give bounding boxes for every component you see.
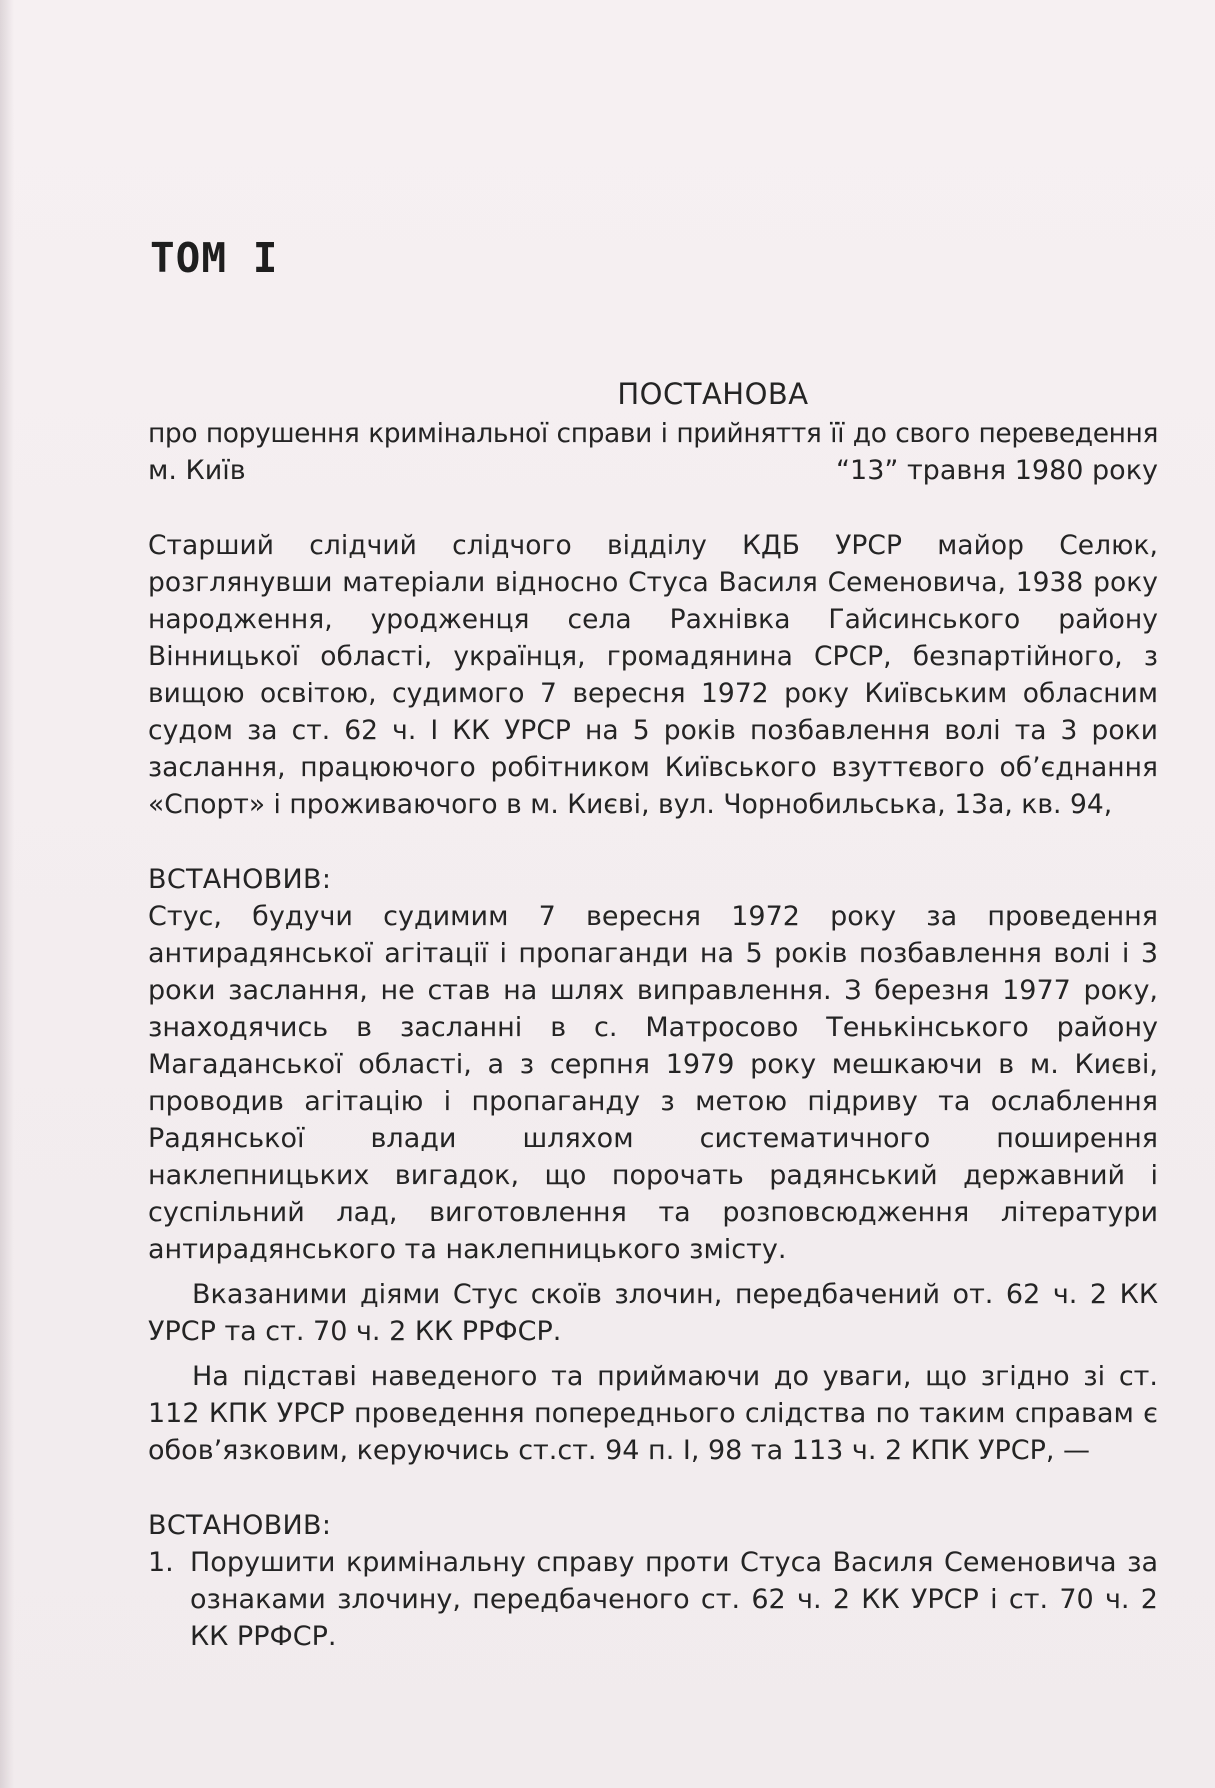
decision-item bbox=[148, 1544, 1158, 1655]
document-subtitle: про порушення кримінальної справи і прийняття її до свого переведення bbox=[148, 418, 1158, 449]
findings-paragraph-3: На підставі наведеного та приймаючи до уваги, що згідно зі ст. 112 КПК УРСР проведення попереднього слідства по таким справам є обов’язковим, керуючись ст.ст. 94 п. I, 98 та 113 ч. 2 КПК УРСР, — bbox=[148, 1361, 1158, 1466]
document-date: “13” травня 1980 року bbox=[836, 455, 1158, 486]
section-heading-established-1: ВСТАНОВИВ: bbox=[148, 864, 332, 895]
document-body bbox=[148, 376, 1158, 1655]
document-place: м. Київ bbox=[148, 455, 246, 486]
section-heading-established-2: ВСТАНОВИВ: bbox=[148, 1510, 332, 1541]
decision-item-number: 1. bbox=[148, 1547, 174, 1578]
findings-paragraph-2: Вказаними діями Стус скоїв злочин, передбачений от. 62 ч. 2 КК УРСР та ст. 70 ч. 2 КК РРФСР. bbox=[148, 1279, 1158, 1347]
decision-list bbox=[148, 1544, 1158, 1655]
place-date-line bbox=[148, 452, 1158, 489]
page-edge-shadow bbox=[0, 0, 14, 1788]
document-title: ПОСТАНОВА bbox=[617, 377, 809, 411]
intro-paragraph: Старший слідчий слідчого відділу КДБ УРСР майор Селюк, розглянувши матеріали відносно Стуса Василя Семеновича, 1938 року народження, уродженця села Рахнівка Гайсинського району Вінницької області, українця, громадянина СРСР, безпартійного, з вищою освітою, судимого 7 вересня 1972 року Київським обласним судом за ст. 62 ч. I КК УРСР на 5 років позбавлення волі та 3 роки заслання, працюючого робітником Київського взуттєвого об’єднання «Спорт» і проживаючого в м. Києві, вул. Чорнобильська, 13а, кв. 94, bbox=[148, 530, 1158, 820]
decision-item-text: Порушити кримінальну справу проти Стуса Василя Семеновича за ознаками злочину, передбаченого ст. 62 ч. 2 КК УРСР і ст. 70 ч. 2 КК РРФСР. bbox=[190, 1547, 1158, 1652]
findings-paragraph-1: Стус, будучи судимим 7 вересня 1972 року за проведення антирадянської агітації і пропаганди на 5 років позбавлення волі і 3 роки заслання, не став на шлях виправлення. З березня 1977 року, знаходячись в засланні в с. Матросово Тенькінського району Магаданської області, а з серпня 1979 року мешкаючи в м. Києві, проводив агітацію і пропаганду з метою підриву та ослаблення Радянської влади шляхом систематичного поширення наклепницьких вигадок, що порочать радянський державний і суспільний лад, виготовлення та розповсюдження літератури антирадянського та наклепницького змісту. bbox=[148, 901, 1158, 1265]
volume-title: ТОМ I bbox=[150, 234, 279, 282]
